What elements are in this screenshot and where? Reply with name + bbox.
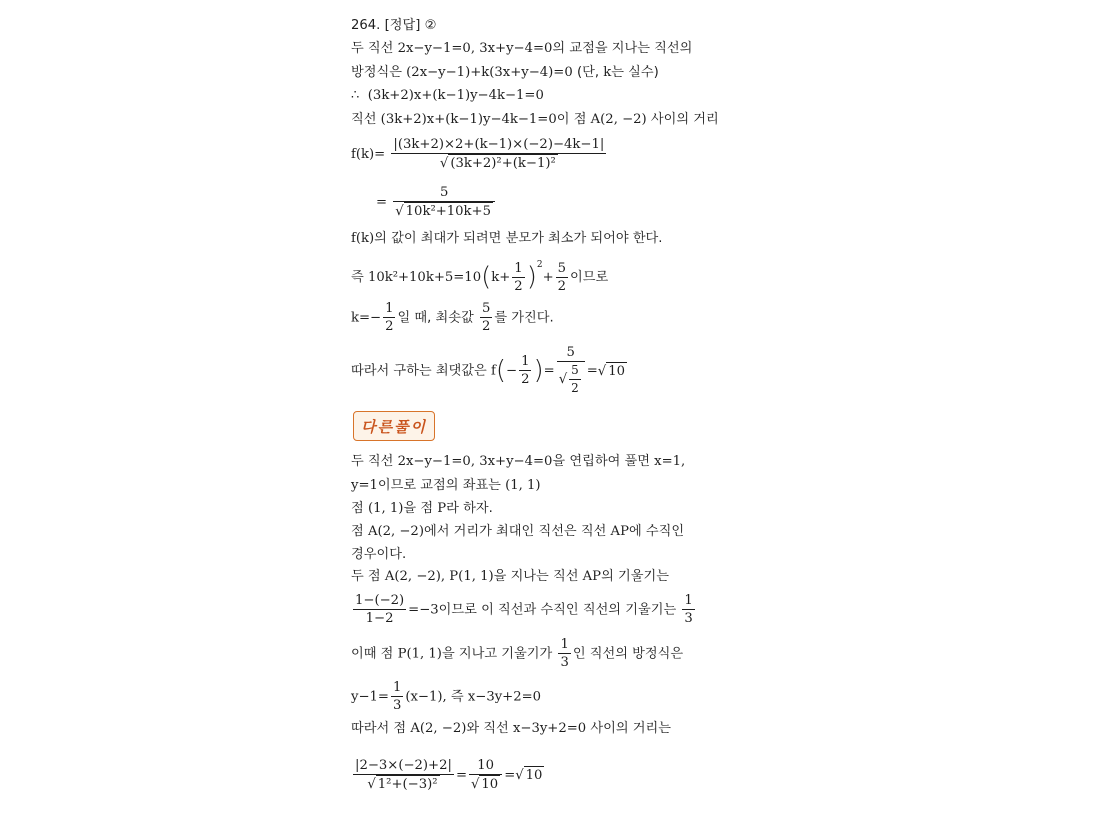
text: 따라서 점 xyxy=(351,721,411,736)
fraction-denominator: 1−2 xyxy=(365,611,394,626)
fraction-numerator: 5 xyxy=(393,184,495,202)
solution-line-2 xyxy=(351,64,659,82)
fraction-denominator xyxy=(391,154,606,172)
text: 두 직선 xyxy=(351,41,398,56)
exponent: 2 xyxy=(536,260,543,270)
text: 점 xyxy=(351,501,368,516)
math: A(2, −2) xyxy=(410,721,467,736)
text: 인 직선의 방정식은 xyxy=(572,646,684,662)
math: = xyxy=(586,363,598,379)
fraction xyxy=(353,592,406,627)
math: f xyxy=(490,363,496,379)
alternative-solution-badge: 다른풀이 xyxy=(353,411,435,441)
text: 즉 xyxy=(446,689,468,705)
math: k+ xyxy=(491,270,511,285)
math: P(1, 1) xyxy=(445,569,494,584)
math: = xyxy=(504,768,516,783)
radicand: 10k²+10k+5 xyxy=(405,204,491,219)
alt-line-6 xyxy=(351,568,669,586)
fraction-numerator: 1 xyxy=(684,593,693,608)
fraction xyxy=(682,592,694,627)
text: 을 지나는 직선 xyxy=(493,569,583,584)
radicand: 10 xyxy=(525,768,543,783)
problem-header xyxy=(351,17,436,35)
math: AP xyxy=(582,569,602,584)
fraction xyxy=(558,636,570,671)
text: 의 교점을 지나는 직선의 xyxy=(552,41,693,56)
math: = xyxy=(455,768,467,783)
math: k=− xyxy=(351,310,382,326)
fraction-numerator: 5 xyxy=(481,301,491,316)
fraction-numerator: |2−3×(−2)+2| xyxy=(355,758,452,773)
alt-line-2 xyxy=(351,477,541,495)
math: x−3y+2=0 xyxy=(512,721,587,736)
slope-line xyxy=(351,592,697,627)
fraction-denominator xyxy=(393,202,495,220)
fraction-numerator: 1 xyxy=(514,260,523,276)
math: (1, 1) xyxy=(505,478,541,493)
text: 이때 점 xyxy=(351,646,398,662)
completing-square-line: 즉 10k²+10k+5=10(k+ $\frac{1}{2}$ )$^2$+ $\frac{5}{2}$ 이므로 xyxy=(351,260,609,294)
text: 의 기울기는 xyxy=(601,569,669,584)
text: 즉 xyxy=(351,270,368,285)
math: P(1, 1) xyxy=(397,646,442,662)
text: 사이의 거리 xyxy=(646,112,719,127)
fraction-numerator: 10 xyxy=(469,757,502,775)
math: y=1 xyxy=(351,478,378,493)
math: (3k+2)x+(k−1)y−4k−1=0 xyxy=(380,112,557,127)
fraction-numerator: 1 xyxy=(560,637,569,652)
problem-number: 264. xyxy=(351,18,381,33)
math: k xyxy=(603,65,612,80)
square-root: √ 1²+(−3)² xyxy=(367,777,438,792)
text: 와 직선 xyxy=(466,721,513,736)
text: 을 지나고 기울기가 xyxy=(441,646,557,662)
text: 에 수직인 xyxy=(628,524,685,539)
math: + xyxy=(542,270,554,285)
fraction-numerator: 1 xyxy=(521,354,530,369)
fraction xyxy=(353,757,454,793)
fraction-denominator: 2 xyxy=(557,278,567,294)
text: 일 때, 최솟값 xyxy=(397,310,478,326)
fraction-numerator: 5 xyxy=(557,344,585,362)
math: =−3 xyxy=(408,602,439,618)
square-root: √ 10 xyxy=(471,777,499,792)
text: 방정식은 xyxy=(351,65,407,80)
text: 이므로 이 직선과 수직인 직선의 기울기는 xyxy=(438,602,681,618)
fraction xyxy=(519,353,531,388)
fraction-denominator: 2 xyxy=(514,278,523,294)
math: x−3y+2=0 xyxy=(467,689,542,705)
fraction-numerator: |(3k+2)×2+(k−1)×(−2)−4k−1| xyxy=(393,137,605,152)
fraction-denominator: 2 xyxy=(571,381,579,395)
math: = xyxy=(376,195,388,210)
math: P xyxy=(437,501,447,516)
radicand: 1²+(−3)² xyxy=(377,777,438,792)
text: 따라서 구하는 최댓값은 xyxy=(351,363,491,379)
fraction xyxy=(557,344,585,397)
math: AP xyxy=(610,524,629,539)
text: 을 연립하여 풀면 xyxy=(552,454,655,469)
square-root: √ (3k+2)²+(k−1)² xyxy=(439,156,556,171)
square-root: √ 10 xyxy=(515,768,543,783)
fraction-numerator: 1−(−2) xyxy=(355,593,405,608)
fraction xyxy=(383,300,395,335)
fraction xyxy=(469,757,502,793)
solution-line-1 xyxy=(351,40,692,58)
text: 는 실수) xyxy=(611,65,659,80)
text: 이므로 교점의 좌표는 xyxy=(377,478,506,493)
math: f(k) xyxy=(351,231,375,246)
text: 점 xyxy=(351,524,368,539)
radicand: 10 xyxy=(481,777,499,792)
text: 경우이다. xyxy=(351,547,407,562)
math: (2x−y−1)+k(3x+y−4)=0 xyxy=(406,65,573,80)
fraction-denominator: 3 xyxy=(392,698,402,713)
solution-line-4 xyxy=(351,111,719,129)
answer-label: [정답] xyxy=(384,18,421,33)
text: 직선 xyxy=(351,112,381,127)
math: f(k)= xyxy=(351,147,386,162)
therefore-symbol: ∴ xyxy=(351,88,360,103)
fraction-numerator: 1 xyxy=(385,301,394,316)
simplified-distance-line xyxy=(376,184,497,220)
math: x=1, xyxy=(654,454,686,469)
square-root: √ $\frac{5}{2}$ xyxy=(558,363,579,395)
fraction xyxy=(391,136,606,172)
math: y−1= xyxy=(351,689,389,705)
text: (단, xyxy=(572,65,604,80)
fraction xyxy=(556,260,568,295)
alt-line-4 xyxy=(351,523,684,541)
math: 2x−y−1=0, xyxy=(397,41,476,56)
math: 10k²+10k+5=10 xyxy=(367,270,482,285)
square-root: √ 10k²+10k+5 xyxy=(395,204,491,219)
alt-line-8 xyxy=(351,636,683,671)
solution-line-3 xyxy=(351,87,544,105)
math: A(2, −2) xyxy=(367,524,424,539)
text: 을 점 xyxy=(403,501,438,516)
maximum-value-line: 따라서 구하는 최댓값은 f(− $\frac{1}{2}$ )= 5 √ $\frac{5}{2}$ =√ 10 xyxy=(351,345,625,395)
text: 두 점 xyxy=(351,569,385,584)
radicand: 10 xyxy=(608,363,625,379)
alt-line-3 xyxy=(351,500,493,518)
text: 의 값이 최대가 되려면 분모가 최소가 되어야 한다. xyxy=(374,231,663,246)
text: 이 점 xyxy=(556,112,591,127)
math: 2x−y−1=0, xyxy=(397,454,476,469)
alt-line-1 xyxy=(351,453,685,471)
final-distance-line xyxy=(351,757,544,793)
minimum-value-line xyxy=(351,300,554,335)
fraction-denominator xyxy=(353,775,454,793)
line-equation-line xyxy=(351,679,541,714)
text: 를 가진다. xyxy=(494,310,554,326)
fraction-denominator xyxy=(469,775,502,793)
fraction-denominator: 2 xyxy=(521,372,530,387)
alt-line-5 xyxy=(351,546,406,564)
fraction-numerator: 1 xyxy=(392,680,402,695)
text: 이므로 xyxy=(570,270,609,285)
radicand: (3k+2)²+(k−1)² xyxy=(450,156,556,171)
distance-formula-line xyxy=(351,136,608,172)
fraction-denominator: 3 xyxy=(684,611,693,626)
answer-value: ② xyxy=(424,18,437,33)
text: 두 직선 xyxy=(351,454,398,469)
math: = xyxy=(543,363,555,379)
math: 3x+y−4=0 xyxy=(475,41,553,56)
math: (1, 1) xyxy=(367,501,404,516)
math: (x−1), xyxy=(405,689,447,705)
text: 라 하자. xyxy=(446,501,493,516)
nested-fraction xyxy=(569,362,581,397)
math: (3k+2)x+(k−1)y−4k−1=0 xyxy=(367,88,544,103)
alt-line-10 xyxy=(351,720,671,738)
text: 에서 거리가 최대인 직선은 직선 xyxy=(423,524,611,539)
fraction xyxy=(512,260,524,295)
math: A(2, −2) xyxy=(590,112,647,127)
fraction-denominator: 2 xyxy=(385,319,394,334)
fraction-denominator: 3 xyxy=(560,655,569,670)
fraction xyxy=(391,679,403,714)
math: − xyxy=(506,363,518,379)
square-root: √ 10 xyxy=(597,363,625,379)
fraction-numerator: 5 xyxy=(557,260,567,276)
fraction-denominator: 2 xyxy=(481,319,491,334)
math: 3x+y−4=0 xyxy=(475,454,553,469)
fraction xyxy=(393,184,495,220)
fraction xyxy=(480,300,492,335)
solution-line-7 xyxy=(351,230,663,248)
fraction-numerator: 5 xyxy=(569,362,581,380)
math: A(2, −2), xyxy=(384,569,446,584)
fraction-denominator xyxy=(557,362,585,397)
text: 사이의 거리는 xyxy=(586,721,672,736)
